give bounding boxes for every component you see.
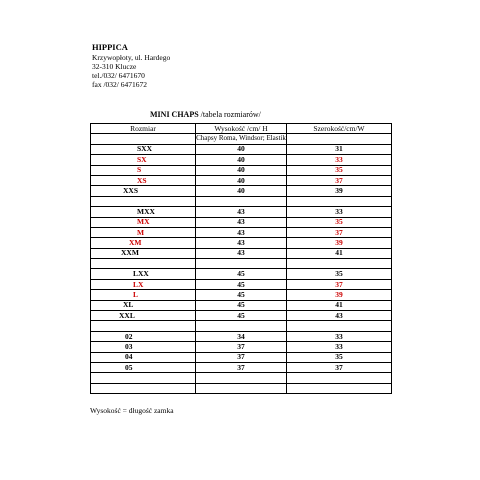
width-cell: 41 bbox=[287, 300, 392, 310]
table-row bbox=[91, 207, 392, 217]
size-cell: 03 bbox=[91, 342, 196, 352]
size-cell: 02 bbox=[91, 331, 196, 341]
width-cell: 33 bbox=[287, 155, 392, 165]
company-address-line2: 32-310 Klucze bbox=[92, 62, 137, 71]
size-cell: MX bbox=[91, 217, 196, 227]
table-row bbox=[91, 342, 392, 352]
title-suffix: /tabela rozmiarów/ bbox=[198, 110, 261, 119]
height-cell bbox=[196, 259, 287, 269]
width-cell bbox=[287, 321, 392, 331]
height-cell: 43 bbox=[196, 238, 287, 248]
table-row bbox=[91, 196, 392, 206]
height-cell: 34 bbox=[196, 331, 287, 341]
table-row bbox=[91, 144, 392, 154]
table-row bbox=[91, 300, 392, 310]
height-cell: 43 bbox=[196, 207, 287, 217]
table-row bbox=[91, 290, 392, 300]
table-header-row bbox=[91, 124, 392, 134]
size-cell: XS bbox=[91, 175, 196, 185]
width-cell: 41 bbox=[287, 248, 392, 258]
footnote: Wysokość = długość zamka bbox=[90, 406, 174, 415]
size-cell: M bbox=[91, 227, 196, 237]
size-table bbox=[90, 123, 392, 394]
size-cell: SX bbox=[91, 155, 196, 165]
header-height: Wysokość /cm/ H bbox=[196, 124, 287, 134]
table-row bbox=[91, 373, 392, 383]
width-cell bbox=[287, 383, 392, 393]
height-cell bbox=[196, 383, 287, 393]
company-name: HIPPICA bbox=[92, 42, 128, 52]
height-cell: 45 bbox=[196, 279, 287, 289]
width-cell: 35 bbox=[287, 165, 392, 175]
size-cell bbox=[91, 383, 196, 393]
size-cell bbox=[91, 196, 196, 206]
width-cell: 37 bbox=[287, 227, 392, 237]
size-cell: 05 bbox=[91, 362, 196, 372]
width-cell bbox=[287, 196, 392, 206]
height-cell: 45 bbox=[196, 290, 287, 300]
size-cell: 04 bbox=[91, 352, 196, 362]
size-cell bbox=[91, 373, 196, 383]
size-cell: LXX bbox=[91, 269, 196, 279]
width-cell: 33 bbox=[287, 207, 392, 217]
table-row bbox=[91, 279, 392, 289]
size-cell: L bbox=[91, 290, 196, 300]
height-cell: 40 bbox=[196, 155, 287, 165]
table-row bbox=[91, 238, 392, 248]
width-cell bbox=[287, 259, 392, 269]
header-size: Rozmiar bbox=[91, 124, 196, 134]
size-cell: XXL bbox=[91, 311, 196, 321]
document-title bbox=[150, 110, 261, 119]
table-row bbox=[91, 383, 392, 393]
height-cell: 40 bbox=[196, 186, 287, 196]
table-row bbox=[91, 217, 392, 227]
height-cell: 45 bbox=[196, 269, 287, 279]
width-cell: 43 bbox=[287, 311, 392, 321]
height-cell: 37 bbox=[196, 342, 287, 352]
width-cell: 39 bbox=[287, 238, 392, 248]
height-cell: 43 bbox=[196, 227, 287, 237]
table-row bbox=[91, 259, 392, 269]
table-row bbox=[91, 321, 392, 331]
width-cell: 39 bbox=[287, 290, 392, 300]
height-cell: 43 bbox=[196, 248, 287, 258]
width-cell: 37 bbox=[287, 362, 392, 372]
size-cell: XXS bbox=[91, 186, 196, 196]
table-row bbox=[91, 362, 392, 372]
company-info bbox=[92, 42, 170, 89]
height-cell: 37 bbox=[196, 362, 287, 372]
width-cell: 37 bbox=[287, 175, 392, 185]
width-cell: 33 bbox=[287, 331, 392, 341]
width-cell: 35 bbox=[287, 352, 392, 362]
size-cell: XL bbox=[91, 300, 196, 310]
size-cell: LX bbox=[91, 279, 196, 289]
height-cell: 40 bbox=[196, 144, 287, 154]
width-cell: 35 bbox=[287, 269, 392, 279]
height-cell bbox=[196, 321, 287, 331]
size-cell bbox=[91, 321, 196, 331]
size-cell: XM bbox=[91, 238, 196, 248]
table-row bbox=[91, 186, 392, 196]
table-row bbox=[91, 311, 392, 321]
table-row bbox=[91, 269, 392, 279]
table-row bbox=[91, 155, 392, 165]
width-cell: 39 bbox=[287, 186, 392, 196]
width-cell: 37 bbox=[287, 279, 392, 289]
company-tel: tel./032/ 6471670 bbox=[92, 71, 145, 80]
height-cell: 40 bbox=[196, 175, 287, 185]
height-cell: 37 bbox=[196, 352, 287, 362]
product-name: MINI CHAPS bbox=[150, 110, 199, 119]
width-cell: 33 bbox=[287, 342, 392, 352]
height-cell bbox=[196, 196, 287, 206]
company-fax: fax /032/ 6471672 bbox=[92, 80, 147, 89]
table-row bbox=[91, 227, 392, 237]
width-cell: 35 bbox=[287, 217, 392, 227]
height-cell: 45 bbox=[196, 300, 287, 310]
table-row bbox=[91, 165, 392, 175]
table-subheader-row bbox=[91, 134, 392, 144]
height-cell: 40 bbox=[196, 165, 287, 175]
header-width: Szerokość/cm/W bbox=[287, 124, 392, 134]
subheader-models: Chapsy Roma, Windsor; Elastik bbox=[196, 134, 286, 143]
company-address-line1: Krzywopłoty, ul. Hardego bbox=[92, 53, 171, 62]
size-cell: MXX bbox=[91, 207, 196, 217]
table-row bbox=[91, 175, 392, 185]
height-cell: 45 bbox=[196, 311, 287, 321]
width-cell: 31 bbox=[287, 144, 392, 154]
height-cell bbox=[196, 373, 287, 383]
size-cell: S bbox=[91, 165, 196, 175]
table-row bbox=[91, 248, 392, 258]
table-row bbox=[91, 352, 392, 362]
table-row bbox=[91, 331, 392, 341]
height-cell: 43 bbox=[196, 217, 287, 227]
width-cell bbox=[287, 373, 392, 383]
size-cell bbox=[91, 259, 196, 269]
size-cell: SXX bbox=[91, 144, 196, 154]
size-cell: XXM bbox=[91, 248, 196, 258]
